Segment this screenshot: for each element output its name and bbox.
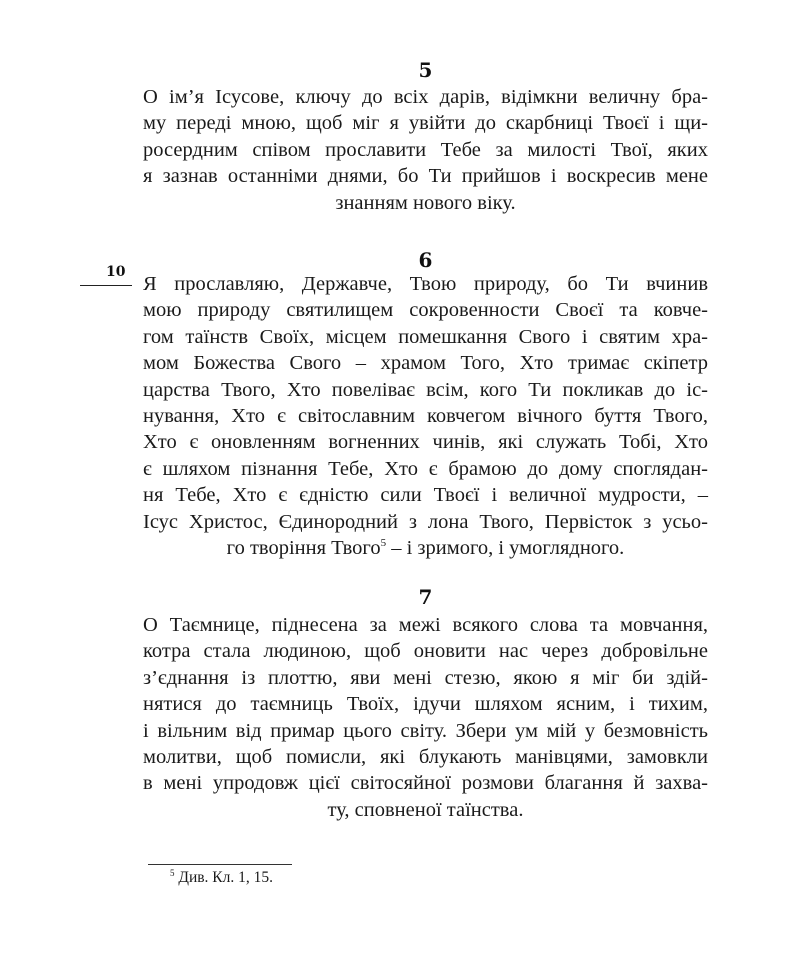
text-line: гом таїнств Своїх, місцем помешкання Свого і святим хра-	[143, 325, 708, 348]
section-7-paragraph	[143, 612, 708, 823]
text-line: му переді мною, щоб міг я увійти до скарбниці Твоєї і щи-	[143, 112, 708, 135]
section-6-paragraph	[143, 271, 708, 561]
text-line: ня Тебе, Хто є єдністю сили Твоєї і величної мудрости, –	[143, 484, 708, 507]
text-line: росердним співом прославити Тебе за милості Твої, яких	[143, 138, 708, 161]
text-line: котра стала людиною, щоб оновити нас через добровільне	[143, 640, 708, 663]
footnote-separator	[148, 864, 292, 865]
text-line: мою природу святилищем сокровенности Своєї та ковче-	[143, 299, 708, 322]
text-line: з’єднання із плоттю, яви мені стезю, якою я міг би здій-	[143, 666, 708, 689]
section-number-7: 7	[418, 585, 433, 609]
text-line: і вільним від примар цього світу. Збери ум мій у безмовність	[143, 719, 708, 742]
text-line: Ісус Христос, Єдинородний з лона Твого, Первісток з усьо-	[143, 510, 708, 533]
text-fragment: – і зримого, і умоглядного.	[386, 536, 625, 559]
footnote-reference[interactable]: 5	[380, 536, 387, 549]
text-fragment: го творіння Твого	[226, 536, 381, 559]
margin-line-number: 10	[106, 264, 126, 280]
text-line: нування, Хто є світославним ковчегом вічного буття Твого,	[143, 404, 708, 427]
margin-rule	[80, 285, 132, 286]
section-number-6: 6	[418, 248, 433, 272]
text-line: знанням нового віку.	[335, 191, 516, 214]
text-line: я зазнав останніми днями, бо Ти прийшов і воскресив мене	[143, 165, 708, 188]
section-number-5: 5	[418, 58, 433, 82]
text-line: молитви, щоб помисли, які блукають манівцями, замовкли	[143, 745, 708, 768]
text-line-last	[143, 535, 708, 561]
text-line: О ім’я Ісусове, ключу до всіх дарів, відімкни величну бра-	[143, 86, 708, 108]
section-5-paragraph	[143, 84, 708, 216]
text-line: царства Твого, Хто повеліває всім, кого Ти покликав до іс-	[143, 378, 708, 401]
text-line: Хто є оновленням вогненних чинів, які служать Тобі, Хто	[143, 431, 708, 454]
text-line: нятися до таємниць Твоїх, ідучи шляхом ясним, і тихим,	[143, 693, 708, 716]
text-line: Я прославляю, Державче, Твою природу, бо Ти вчинив	[143, 273, 708, 295]
text-line: О Таємнице, піднесена за межі всякого слова та мовчання,	[143, 614, 708, 636]
footnote	[170, 868, 273, 888]
text-line: в мені упродовж цієї світосяйної розмови благання й захва-	[143, 772, 708, 795]
text-line: ту, сповненої таїнства.	[327, 798, 524, 821]
text-line: мом Божества Свого – храмом Того, Хто тримає скіпетр	[143, 352, 708, 375]
text-line: є шляхом пізнання Тебе, Хто є брамою до дому споглядан-	[143, 457, 708, 480]
footnote-marker: 5	[170, 868, 175, 878]
footnote-text: Див. Кл. 1, 15.	[174, 869, 274, 886]
